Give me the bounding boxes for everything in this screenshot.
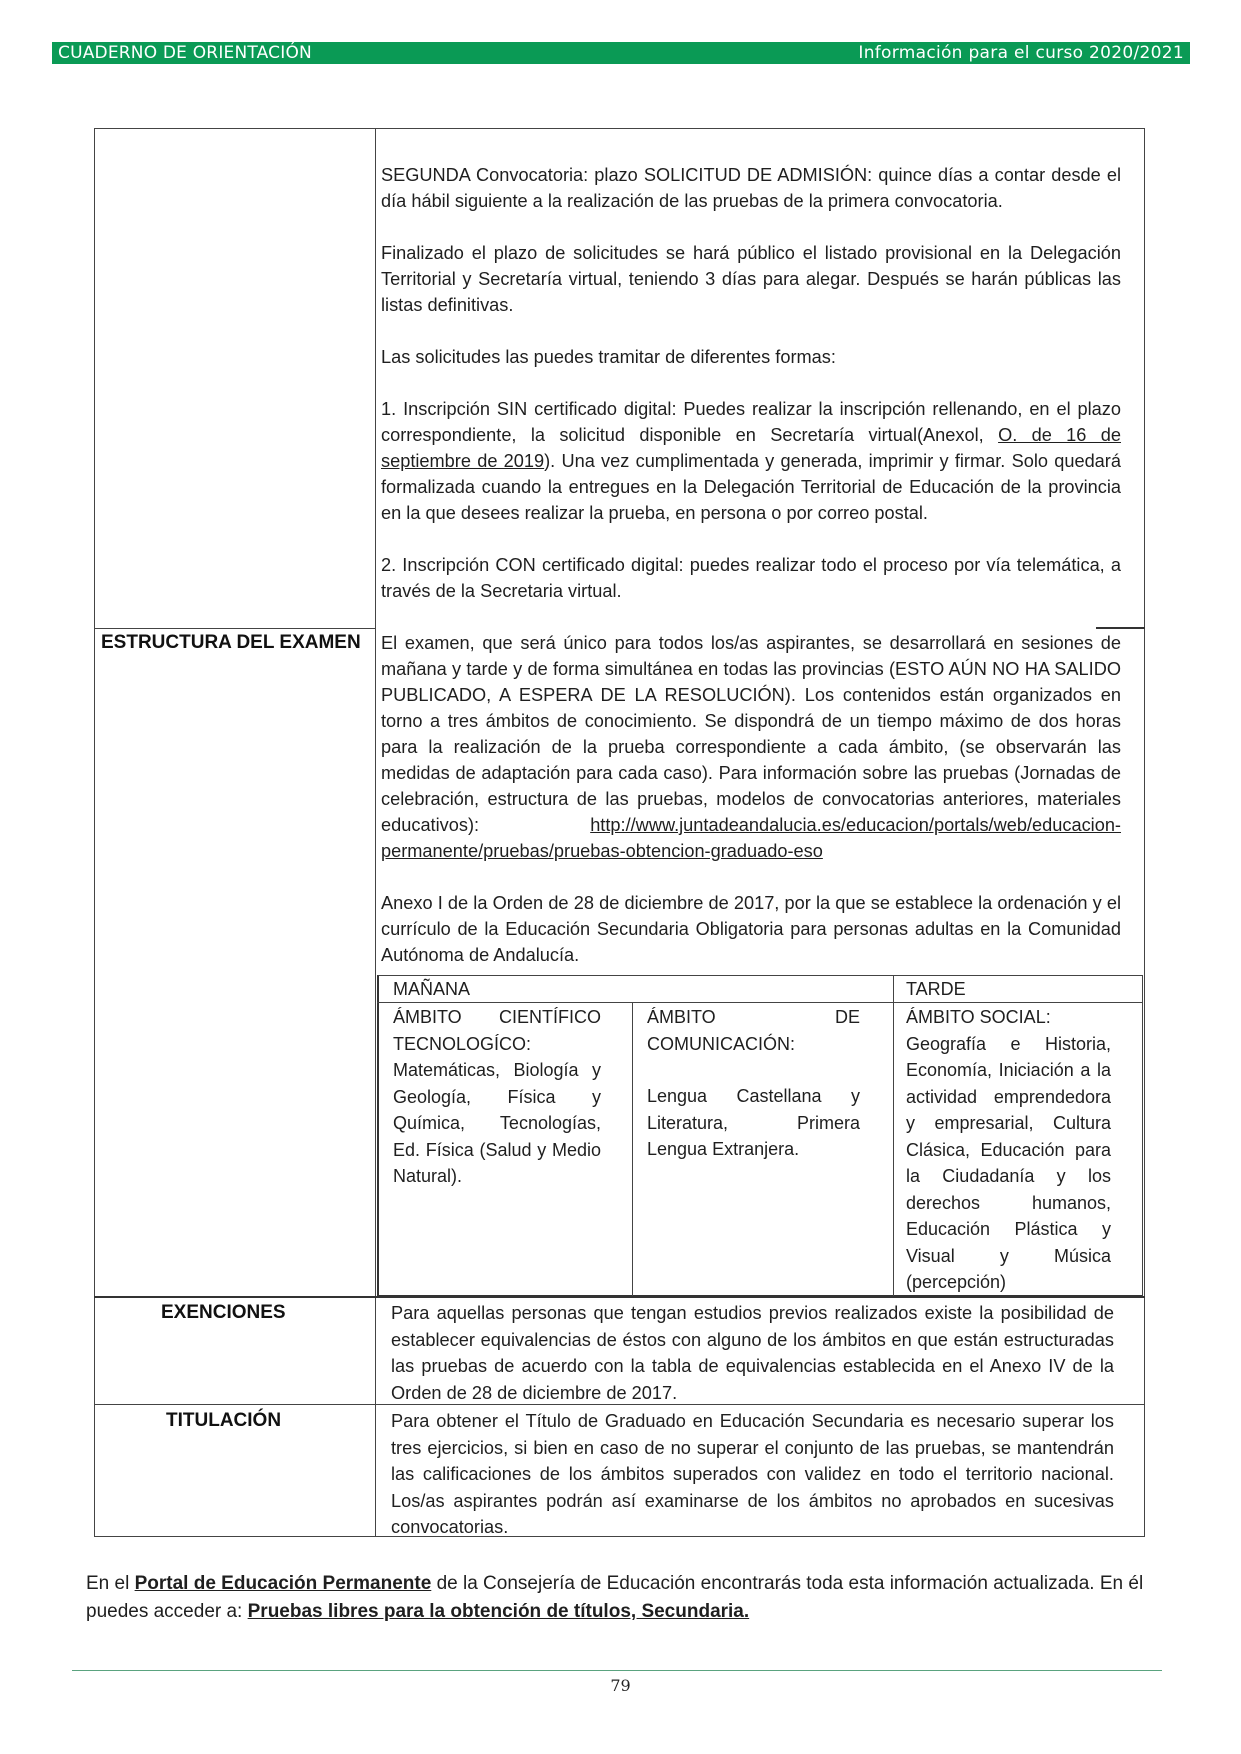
ambito-social-title: ÁMBITO SOCIAL:: [906, 1007, 1051, 1027]
titulacion-text: Para obtener el Título de Graduado en Educación Secundaria es necesario superar los tres ejercicios, si bien en caso de no superar el conjunto de las pruebas, se mantendrán las calificaciones de los ámbitos superados con validez en todo el territorio nacional. Los/as aspirantes podrán así examinarse de los ámbitos no aprobados en sucesivas convocatorias.: [391, 1411, 1114, 1537]
header-title: CUADERNO DE ORIENTACIÓN: [58, 43, 312, 63]
titulacion-label: TITULACIÓN: [166, 1410, 282, 1431]
portal-link[interactable]: Portal de Educación Permanente: [134, 1573, 432, 1594]
exenciones-label: EXENCIONES: [161, 1302, 286, 1323]
ambito-social: [906, 1004, 1111, 1296]
estructura-label: ESTRUCTURA DEL EXAMEN: [101, 632, 361, 653]
footer-paragraph: En el Portal de Educación Permanente de la Consejería de Educación encontrarás toda esta información actualizada. En él puedes acceder a: Pruebas libres para la obtención de títulos, Secundaria.: [86, 1573, 1144, 1622]
segunda-convocatoria-text: SEGUNDA Convocatoria: plazo SOLICITUD DE ADMISIÓN: quince días a contar desde el día hábil siguiente a la realización de las pruebas de la primera convocatoria.: [381, 165, 1121, 211]
ambito-cientifico-title: ÁMBITO CIENTÍFICO TECNOLOGÍCO:: [393, 1007, 601, 1054]
anexo-paragraph: Anexo I de la Orden de 28 de diciembre de 2017, por la que se establece la ordenación y el currículo de la Educación Secundaria Obligatoria para personas adultas en la Comunidad Autónoma de Andalucía.: [381, 893, 1121, 965]
inscripcion-sin-certificado-text: 1. Inscripción SIN certificado digital: Puedes realizar la inscripción rellenando, en el plazo correspondiente, la solicitud disponible en Secretaría virtual(Anexol, O. de 16 de septiembre de 2019). Una vez cumplimentada y generada, imprimir y firmar. Solo quedará formalizada cuando la entregues en la Delegación Territorial de Educación de la provincia en la que desees realizar la prueba, en persona o por correo postal.: [381, 399, 1121, 523]
estructura-paragraph: El examen, que será único para todos los/as aspirantes, se desarrollará en sesiones de mañana y tarde y de forma simultánea en todas las provincias (ESTO AÚN NO HA SALIDO PUBLICADO, A ESPERA DE LA RESOLUCIÓN). Los contenidos están organizados en torno a tres ámbitos de conocimiento. Se dispondrá de un tiempo máximo de dos horas para la realización de la prueba correspondiente a cada ámbito, (se observarán las medidas de adaptación para cada caso). Para información sobre las pruebas (Jornadas de celebración, estructura de las pruebas, modelos de convocatorias anteriores, materiales educativos): http://www.juntadeandalucia.es/educacion/portals/web/educacion-permanente/pruebas/pruebas-obtencion-graduado-eso: [381, 633, 1121, 861]
ambito-cientifico: [393, 1004, 601, 1190]
row-divider: [1096, 627, 1145, 629]
inner-row-divider: [377, 1002, 1143, 1003]
ambito-comunicacion-title: ÁMBITO DE COMUNICACIÓN:: [647, 1007, 860, 1054]
tarde-header: TARDE: [906, 979, 966, 999]
formas-tramitar-text: Las solicitudes las puedes tramitar de diferentes formas:: [381, 347, 836, 367]
listado-provisional-text: Finalizado el plazo de solicitudes se hará público el listado provisional en la Delegación Territorial y Secretaría virtual, teniendo 3 días para alegar. Después se harán públicas las listas definitivas.: [381, 243, 1121, 315]
manana-header: MAÑANA: [393, 979, 471, 999]
ambito-social-body: Geografía e Historia, Economía, Iniciación a la actividad emprendedora y empresarial, Cultura Clásica, Educación para la Ciudadanía y los derechos humanos, Educación Plástica y Visual y Música (percepción): [906, 1033, 1111, 1292]
ambito-comunicacion: [647, 1004, 860, 1163]
header-course: Información para el curso 2020/2021: [858, 43, 1184, 63]
footer-divider: [72, 1670, 1162, 1671]
estructura-text: [381, 630, 1121, 968]
inner-col-divider: [632, 1002, 633, 1296]
column-divider: [375, 128, 376, 1537]
ambito-comunicacion-body: Lengua Castellana y Literatura, Primera Lengua Extranjera.: [647, 1086, 860, 1159]
page-number: 79: [610, 1676, 631, 1695]
junta-link[interactable]: http://www.juntadeandalucia.es/educacion/portals/web/educacion-permanente/pruebas/pruebas-obtencion-graduado-eso: [381, 815, 1121, 861]
ambito-cientifico-body: Matemáticas, Biología y Geología, Física y Química, Tecnologías, Ed. Física (Salud y Medio Natural).: [393, 1060, 601, 1186]
admission-info: [381, 162, 1121, 604]
orden-link[interactable]: O. de 16 de septiembre de 2019: [381, 425, 1121, 471]
header-bar: [52, 42, 1190, 64]
inner-col-divider: [893, 975, 894, 1296]
row-divider: [94, 628, 375, 629]
exenciones-text: Para aquellas personas que tengan estudios previos realizados existe la posibilidad de establecer equivalencias de éstos con alguno de los ámbitos en que están estructuradas las pruebas de acuerdo con la tabla de equivalencias establecida en el Anexo IV de la Orden de 28 de diciembre de 2017.: [391, 1303, 1114, 1403]
pruebas-libres-link[interactable]: Pruebas libres para la obtención de títulos, Secundaria.: [247, 1601, 750, 1622]
inscripcion-con-certificado-text: 2. Inscripción CON certificado digital: puedes realizar todo el proceso por vía telemática, a través de la Secretaria virtual.: [381, 555, 1121, 601]
